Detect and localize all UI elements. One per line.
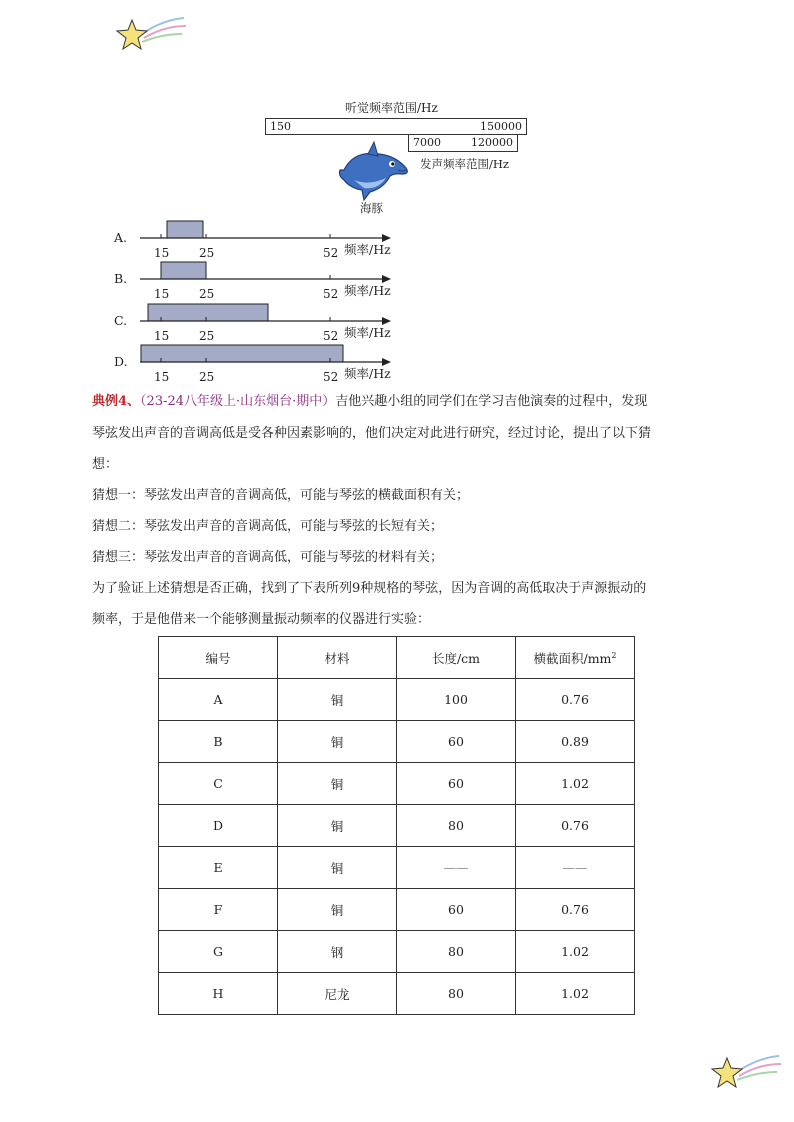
hearing-min: 150	[270, 120, 291, 133]
header-length: 长度/cm	[397, 637, 516, 679]
header-material: 材料	[278, 637, 397, 679]
example-line3: 想：	[92, 457, 119, 472]
hearing-range-title: 听觉频率范围/Hz	[345, 101, 438, 115]
table-row	[159, 679, 635, 721]
tick-label: 52	[323, 329, 339, 343]
table-cell: C	[159, 763, 278, 805]
table-cell: 铜	[278, 763, 397, 805]
table-cell: H	[159, 973, 278, 1015]
example-source: （23-24八年级上·山东烟台·期中）	[140, 394, 336, 409]
axis-unit-label: 频率/Hz	[344, 325, 391, 340]
table-cell: 80	[397, 931, 516, 973]
guess-3: 猜想三：琴弦发出声音的音调高低，可能与琴弦的材料有关；	[92, 550, 444, 565]
string-spec-table	[158, 636, 635, 1015]
shooting-star-icon	[112, 14, 188, 58]
table-cell: 钢	[278, 931, 397, 973]
table-cell: 60	[397, 889, 516, 931]
table-row	[159, 763, 635, 805]
option-letter: D.	[114, 354, 128, 369]
hearing-range-bar	[265, 118, 527, 135]
example-line5: 频率，于是他借来一个能够测量振动频率的仪器进行实验：	[92, 612, 431, 627]
tick-label: 15	[154, 370, 170, 384]
option-letter: A.	[114, 230, 128, 245]
table-cell: G	[159, 931, 278, 973]
shooting-star-icon	[707, 1052, 783, 1096]
hearing-max: 150000	[480, 120, 522, 133]
table-cell: 铜	[278, 805, 397, 847]
table-row	[159, 847, 635, 889]
sound-min: 7000	[413, 136, 441, 149]
table-cell: E	[159, 847, 278, 889]
table-row	[159, 805, 635, 847]
table-cell: 80	[397, 805, 516, 847]
table-row	[159, 973, 635, 1015]
sound-max: 120000	[471, 136, 513, 149]
range-bar	[141, 345, 343, 362]
tick-label: 25	[199, 370, 215, 384]
frequency-axis	[0, 342, 794, 382]
axis-unit-label: 频率/Hz	[344, 366, 391, 381]
tick-label: 15	[154, 287, 170, 301]
tick-label: 25	[199, 329, 215, 343]
tick-label: 52	[323, 287, 339, 301]
table-cell: 0.76	[516, 679, 635, 721]
table-cell: ——	[397, 847, 516, 889]
option-letter: B.	[114, 271, 128, 286]
table-cell: 0.76	[516, 889, 635, 931]
header-id: 编号	[159, 637, 278, 679]
axis-unit-label: 频率/Hz	[344, 242, 391, 257]
tick-label: 15	[154, 329, 170, 343]
table-row	[159, 889, 635, 931]
table-cell: 尼龙	[278, 973, 397, 1015]
table-cell: B	[159, 721, 278, 763]
table-cell: ——	[516, 847, 635, 889]
range-bar	[161, 262, 206, 279]
option-letter: C.	[114, 313, 128, 328]
table-cell: F	[159, 889, 278, 931]
example-line4: 为了验证上述猜想是否正确，找到了下表所列9种规格的琴弦，因为音调的高低取决于声源振动的	[92, 581, 647, 596]
table-header-row	[159, 637, 635, 679]
tick-label: 25	[199, 246, 215, 260]
table-cell: 1.02	[516, 931, 635, 973]
sound-range-title: 发声频率范围/Hz	[420, 157, 509, 171]
dolphin-icon	[334, 140, 414, 204]
table-cell: 1.02	[516, 763, 635, 805]
table-cell: 0.89	[516, 721, 635, 763]
table-cell: 铜	[278, 679, 397, 721]
frequency-axis	[0, 301, 794, 341]
example-line2: 琴弦发出声音的音调高低是受各种因素影响的，他们决定对此进行研究，经过讨论，提出了以下猜	[92, 426, 652, 441]
table-cell: 铜	[278, 889, 397, 931]
range-bar	[148, 304, 268, 321]
example-line1: 典例4、（23-24八年级上·山东烟台·期中）吉他兴趣小组的同学们在学习吉他演奏的过程中，发现	[92, 394, 648, 409]
table-cell: 100	[397, 679, 516, 721]
table-cell: 0.76	[516, 805, 635, 847]
tick-label: 25	[199, 287, 215, 301]
frequency-axis	[0, 218, 794, 258]
header-area: 横截面积$/mm^2$	[516, 637, 635, 679]
range-bar	[167, 221, 203, 238]
example-label: 典例4、	[92, 394, 141, 409]
guess-1: 猜想一：琴弦发出声音的音调高低，可能与琴弦的横截面积有关；	[92, 488, 470, 503]
table-cell: A	[159, 679, 278, 721]
table-cell: 1.02	[516, 973, 635, 1015]
table-row	[159, 931, 635, 973]
sound-range-bar	[408, 135, 518, 152]
table-cell: 60	[397, 721, 516, 763]
tick-label: 52	[323, 246, 339, 260]
table-cell: 铜	[278, 721, 397, 763]
guess-2: 猜想二：琴弦发出声音的音调高低，可能与琴弦的长短有关；	[92, 519, 444, 534]
table-cell: 60	[397, 763, 516, 805]
table-cell: 80	[397, 973, 516, 1015]
tick-label: 15	[154, 246, 170, 260]
axis-unit-label: 频率/Hz	[344, 283, 391, 298]
table-row	[159, 721, 635, 763]
table-cell: 铜	[278, 847, 397, 889]
table-cell: D	[159, 805, 278, 847]
dolphin-label: 海豚	[360, 201, 383, 215]
frequency-axis	[0, 259, 794, 299]
tick-label: 52	[323, 370, 339, 384]
